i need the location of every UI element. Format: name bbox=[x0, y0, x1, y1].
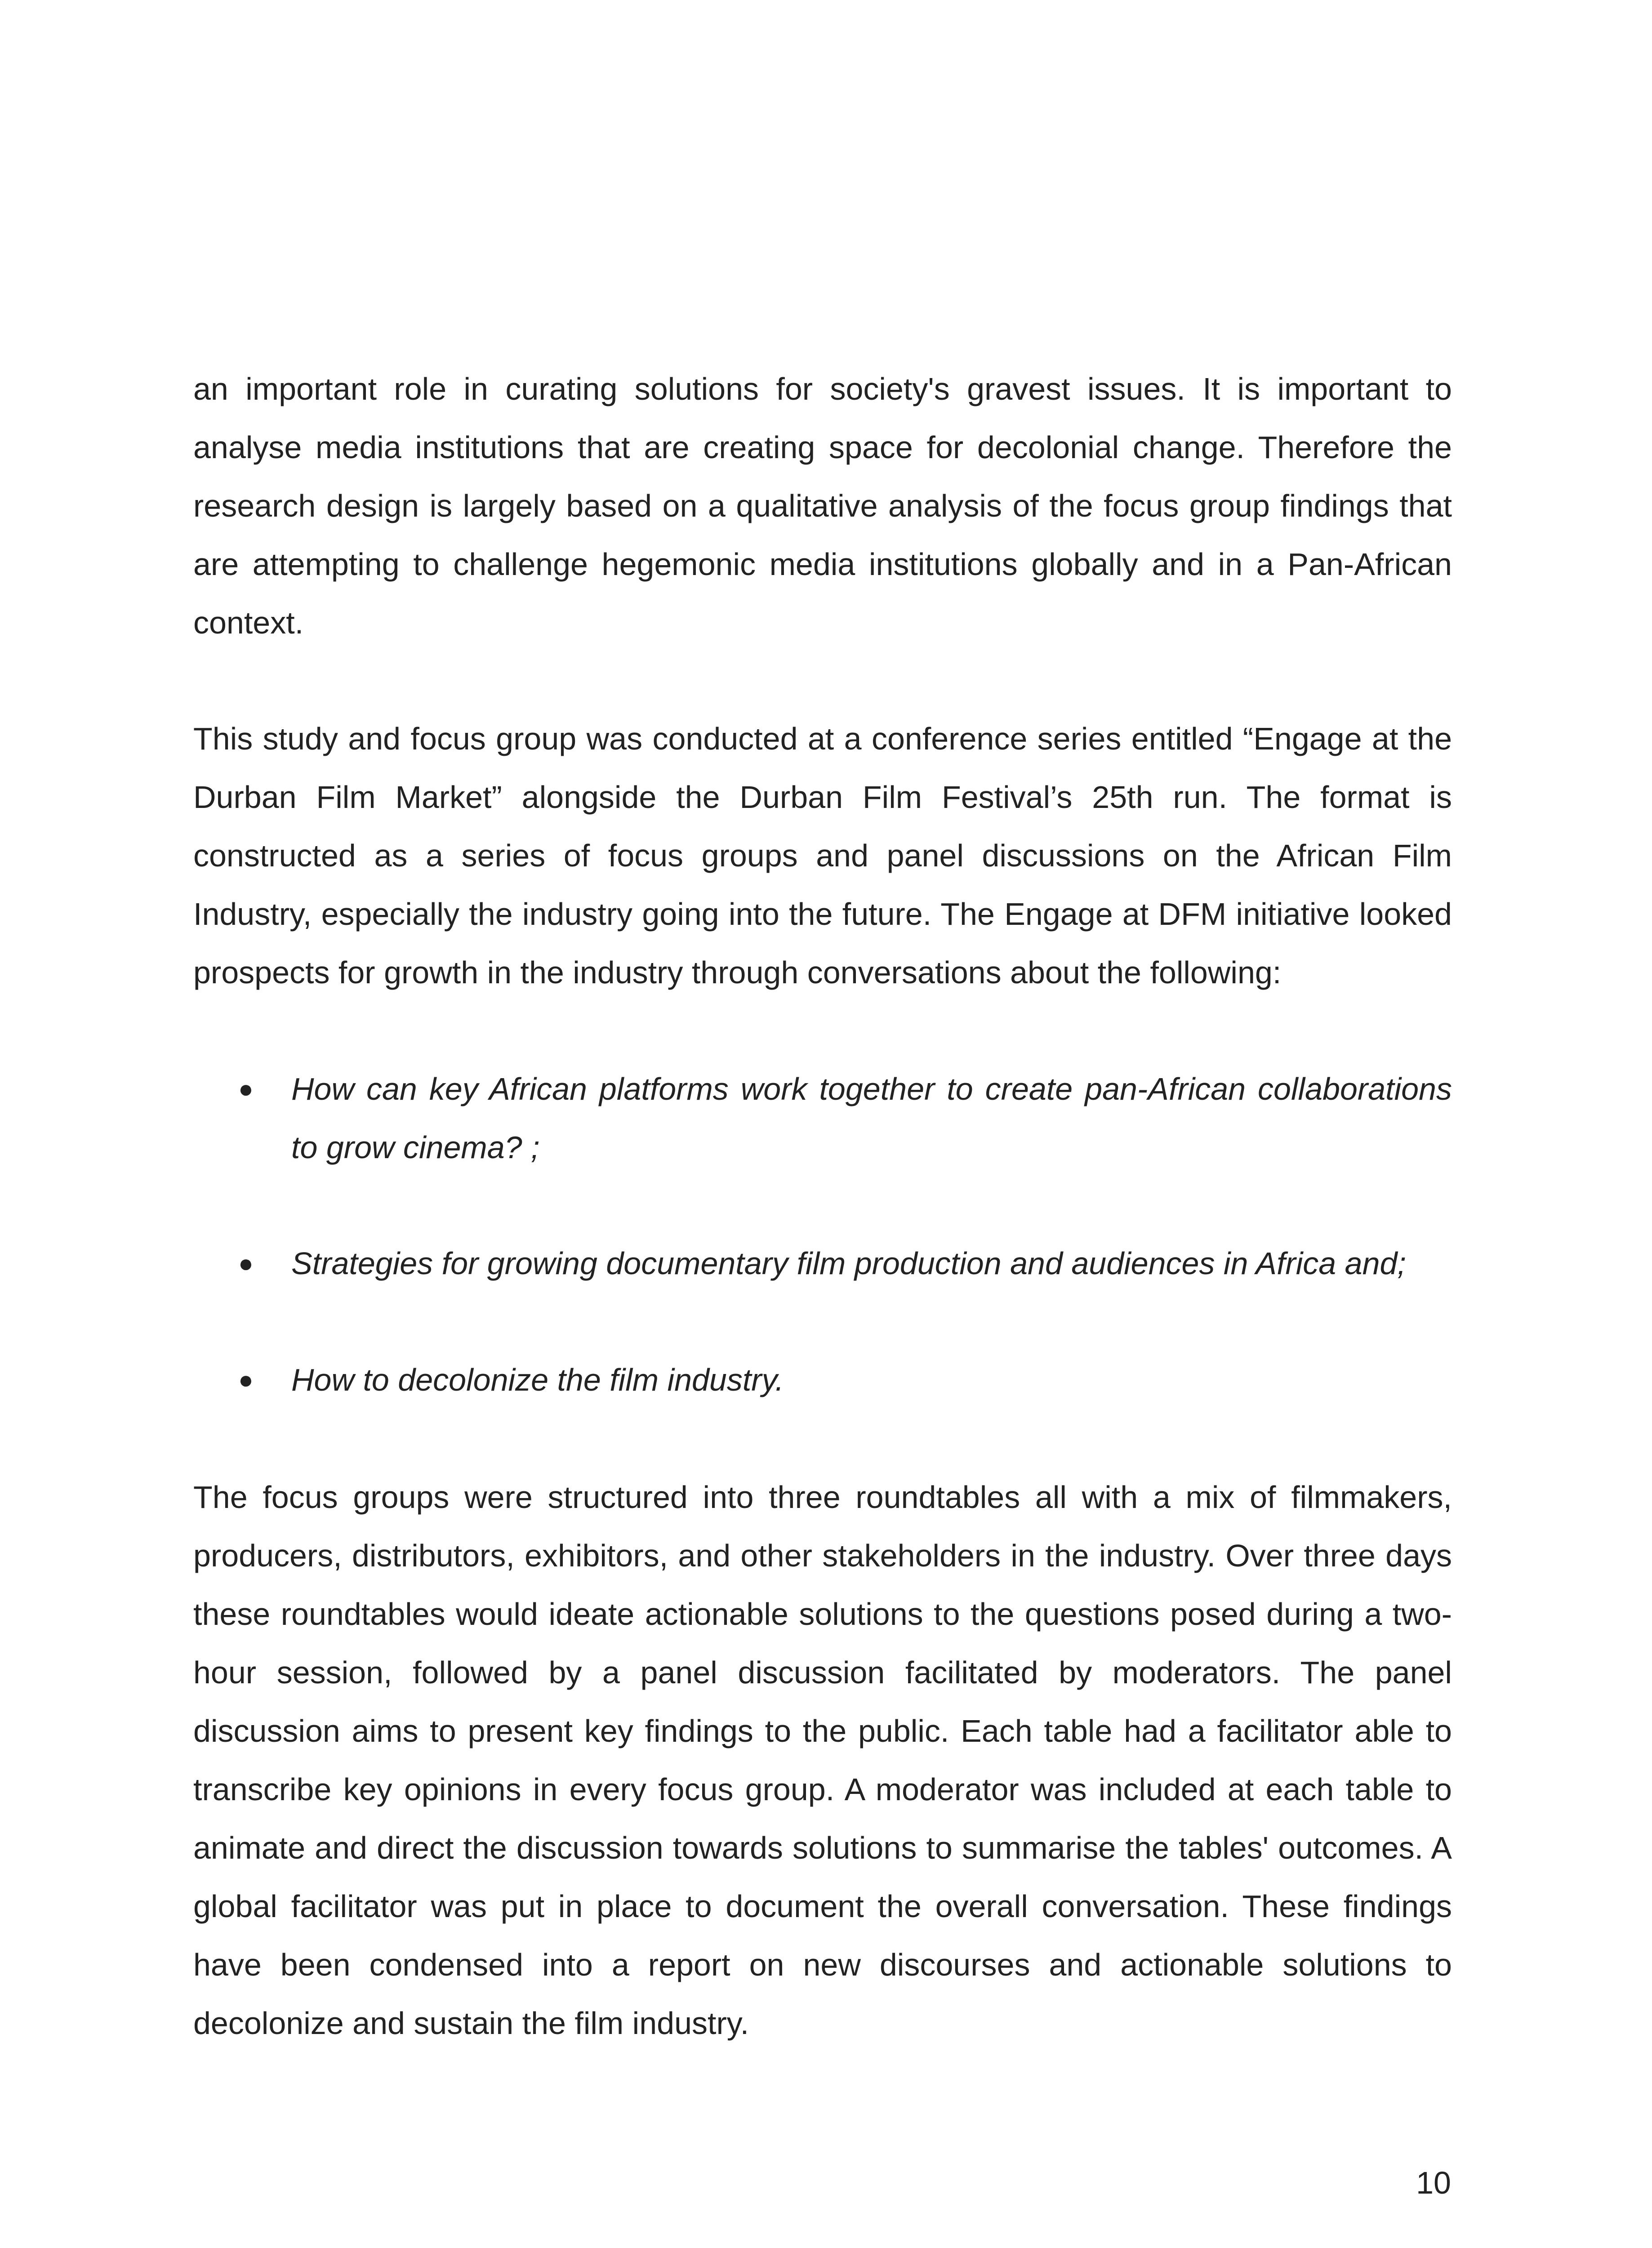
body-paragraph: This study and focus group was conducted at a conference series entitled “Engage at the Durban Film Market” alongside the Durban Film Festival’s 25th run. The format is constructed as a series of focus groups and panel discussions on the African Film Industry, especially the industry going into the future. The Engage at DFM initiative looked prospects for growth in the industry through conversations about the following: bbox=[193, 721, 1452, 990]
bullet-icon: ● bbox=[238, 1075, 254, 1103]
bullet-text: How to decolonize the film industry. bbox=[291, 1362, 784, 1397]
page-number: 10 bbox=[1416, 2165, 1451, 2200]
body-paragraph: The focus groups were structured into three roundtables all with a mix of filmmakers, producers, distributors, exhibitors, and other stakeholders in the industry. Over three days these roundtables would ideate actionable solutions to the questions posed during a two-hour session, followed by a panel discussion facilitated by moderators. The panel discussion aims to present key findings to the public. Each table had a facilitator able to transcribe key opinions in every focus group. A moderator was included at each table to animate and direct the discussion towards solutions to summarise the tables' outcomes. A global facilitator was put in place to document the overall conversation. These findings have been condensed into a report on new discourses and actionable solutions to decolonize and sustain the film industry. bbox=[193, 1480, 1452, 2041]
bullet-text: How can key African platforms work together to create pan-African collaborations to grow cinema? ; bbox=[291, 1071, 1452, 1165]
body-paragraph: an important role in curating solutions for society's gravest issues. It is important to analyse media institutions that are creating space for decolonial change. Therefore the research design is largely based on a qualitative analysis of the focus group findings that are attempting to challenge hegemonic media institutions globally and in a Pan-African context. bbox=[193, 371, 1452, 640]
bullet-icon: ● bbox=[238, 1249, 254, 1277]
bullet-text: Strategies for growing documentary film production and audiences in Africa and; bbox=[291, 1246, 1406, 1281]
bullet-icon: ● bbox=[238, 1365, 254, 1394]
